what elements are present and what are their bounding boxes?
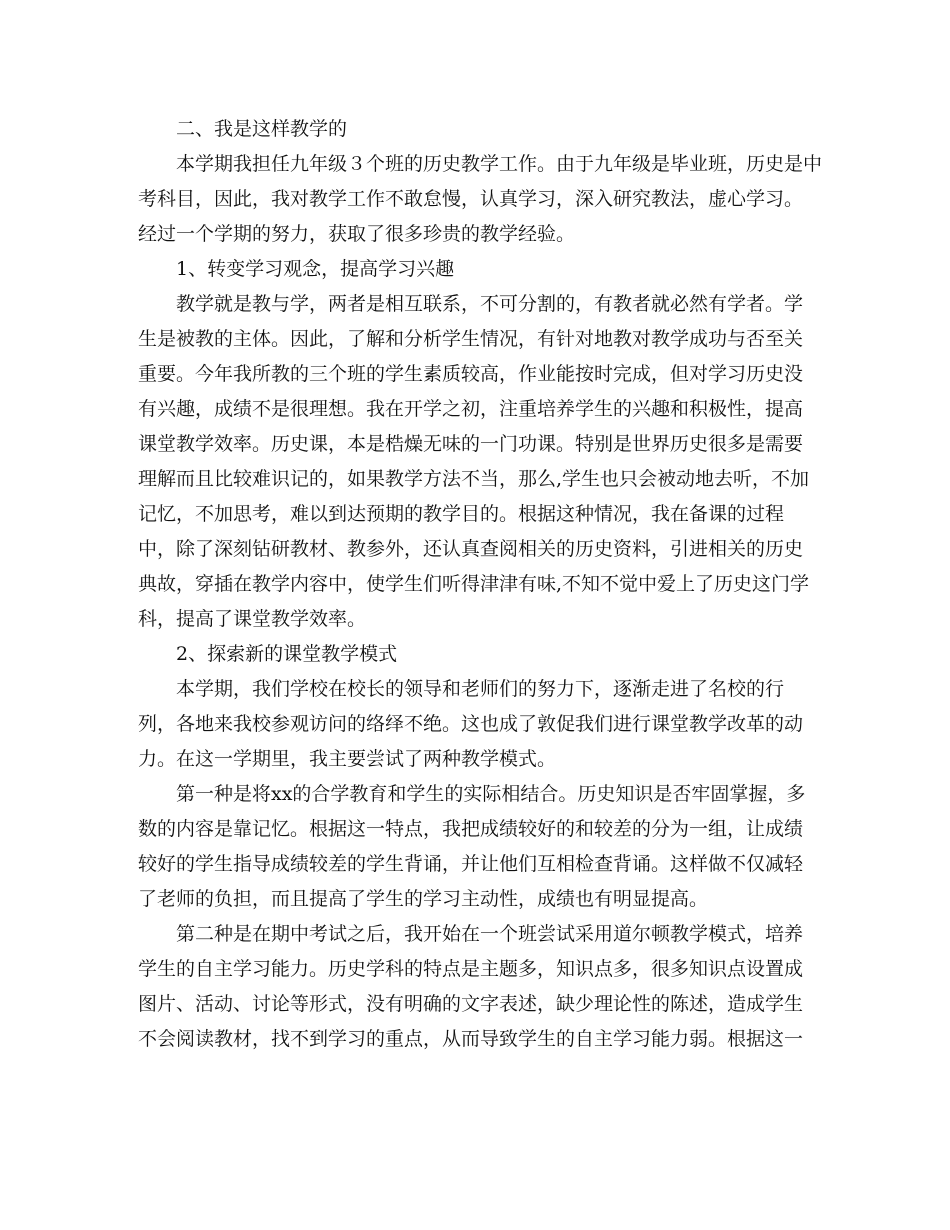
text-line: 列，各地来我校参观访问的络绎不绝。这也成了敦促我们进行课堂教学改革的动	[138, 713, 804, 735]
text-line: 典故，穿插在教学内容中，使学生们听得津津有味,不知不觉中爱上了历史这门学	[138, 573, 810, 595]
text-line: 力。在这一学期里，我主要尝试了两种教学模式。	[138, 748, 557, 770]
text-line: 有兴趣，成绩不是很理想。我在开学之初，注重培养学生的兴趣和积极性，提高	[138, 398, 804, 420]
text-line: 经过一个学期的努力，获取了很多珍贵的教学经验。	[138, 223, 576, 245]
text-line: 二、我是这样教学的	[176, 118, 348, 140]
text-line: 生是被教的主体。因此，了解和分析学生情况，有针对地教对教学成功与否至关	[138, 328, 804, 350]
text-line: 科，提高了课堂教学效率。	[138, 608, 367, 630]
text-line: 2、探索新的课堂教学模式	[176, 643, 398, 665]
text-line: 了老师的负担，而且提高了学生的学习主动性，成绩也有明显提高。	[138, 888, 709, 910]
text-line: 图片、活动、讨论等形式，没有明确的文字表述，缺少理论性的陈述，造成学生	[138, 993, 804, 1015]
text-line: 考科目，因此，我对教学工作不敢怠慢，认真学习，深入研究教法，虚心学习。	[138, 188, 804, 210]
text-line: 理解而且比较难识记的，如果教学方法不当，那么,学生也只会被动地去听，不加	[138, 468, 810, 490]
text-line: 课堂教学效率。历史课，本是梏燥无味的一门功课。特别是世界历史很多是需要	[138, 433, 804, 455]
document-body	[138, 112, 828, 1057]
text-line: 记忆，不加思考，难以到达预期的教学目的。根据这种情况，我在备课的过程	[138, 503, 785, 525]
text-line: 学生的自主学习能力。历史学科的特点是主题多，知识点多，很多知识点设置成	[138, 958, 804, 980]
text-line: 教学就是教与学，两者是相互联系，不可分割的，有教者就必然有学者。学	[176, 293, 804, 315]
text-line: 1、转变学习观念，提高学习兴趣	[176, 258, 455, 280]
text-line: 重要。今年我所教的三个班的学生素质较高，作业能按时完成，但对学习历史没	[138, 363, 804, 385]
text-line: 第一种是将xx的合学教育和学生的实际相结合。历史知识是否牢固掌握，多	[176, 783, 806, 805]
text-line: 不会阅读教材，找不到学习的重点，从而导致学生的自主学习能力弱。根据这一	[138, 1028, 804, 1050]
text-line: 第二种是在期中考试之后，我开始在一个班尝试采用道尔顿教学模式，培养	[176, 923, 804, 945]
text-line: 较好的学生指导成绩较差的学生背诵，并让他们互相检查背诵。这样做不仅减轻	[138, 853, 804, 875]
text-line: 本学期我担任九年级３个班的历史教学工作。由于九年级是毕业班，历史是中	[176, 153, 823, 175]
text-line: 本学期，我们学校在校长的领导和老师们的努力下，逐渐走进了名校的行	[176, 678, 785, 700]
text-line: 数的内容是靠记忆。根据这一特点，我把成绩较好的和较差的分为一组，让成绩	[138, 818, 804, 840]
text-line: 中，除了深刻钻研教材、教参外，还认真查阅相关的历史资料，引进相关的历史	[138, 538, 804, 560]
